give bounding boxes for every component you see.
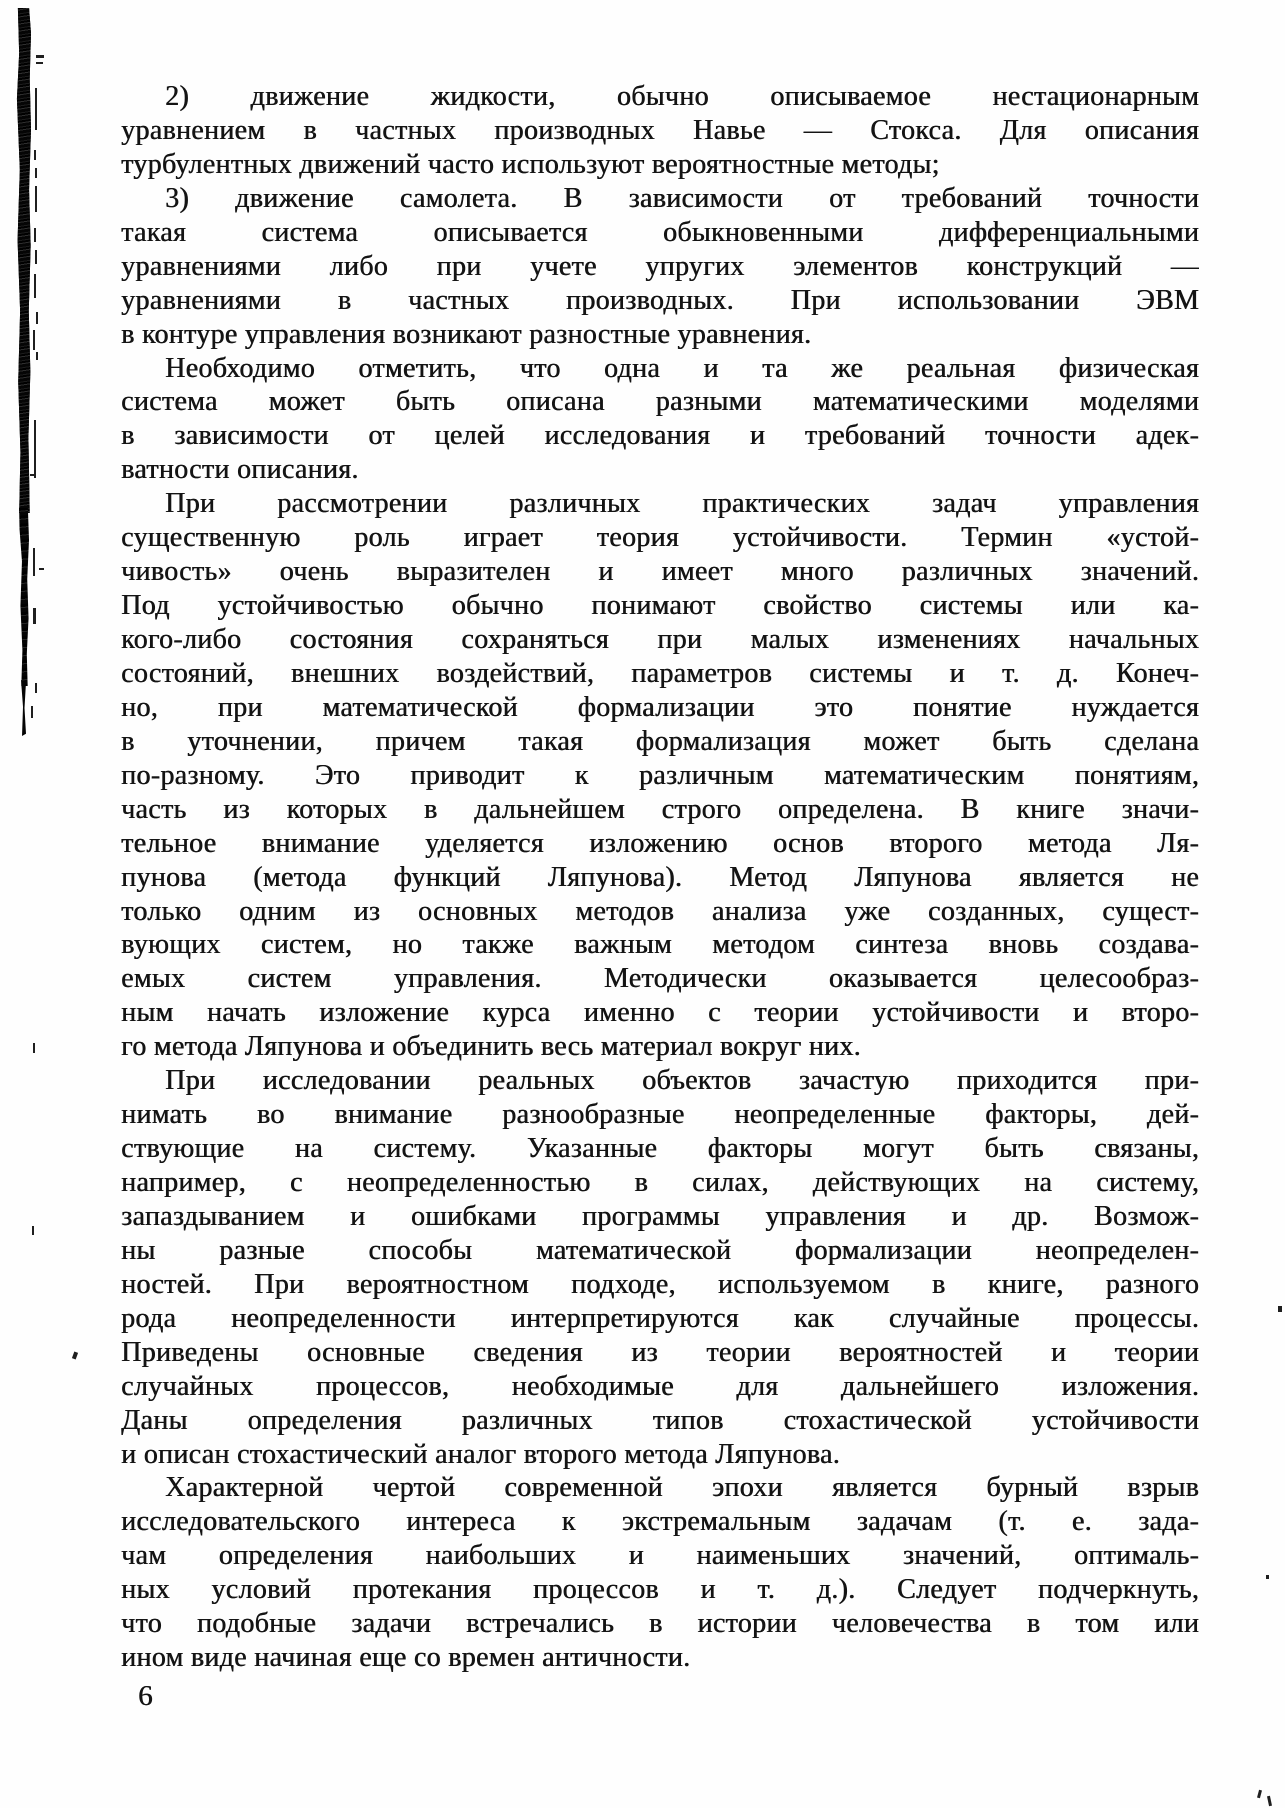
scan-mark [72, 1352, 78, 1360]
scan-mark [33, 330, 35, 350]
text-line: Характерной чертой современной эпохи является бурный взрыв [165, 1472, 1199, 1504]
paragraph [121, 352, 1199, 488]
text-line: случайных процессов, необходимые для дальнейшего изложения. [121, 1370, 1199, 1402]
text-line: емых систем управления. Методически оказывается целесообраз- [121, 963, 1199, 995]
text-line: кого-либо состояния сохраняться при малых изменениях начальных [121, 624, 1199, 655]
text-line: 2) движение жидкости, обычно описываемое нестационарным [165, 81, 1199, 112]
binding-shadow-middle [18, 508, 29, 686]
text-line: рода неопределенности интерпретируются как случайные процессы. [121, 1302, 1199, 1334]
text-line: пунова (метода функций Ляпунова). Метод Ляпунова является не [121, 861, 1199, 893]
scan-mark [36, 62, 43, 64]
text-line: Приведены основные сведения из теории вероятностей и теории [121, 1336, 1199, 1368]
paragraph [121, 182, 1199, 352]
scan-mark [35, 168, 37, 178]
text-line: Под устойчивостью обычно понимают свойство системы или ка- [121, 590, 1199, 622]
scan-mark [35, 88, 37, 130]
paragraph [121, 1471, 1199, 1675]
text-line: ным начать изложение курса именно с теории устойчивости и второ- [121, 997, 1199, 1029]
text-line: уравнением в частных производных Навье — Стокса. Для описания [121, 114, 1199, 146]
text-line: ностей. При вероятностном подходе, используемом в книге, разного [121, 1268, 1199, 1300]
paragraph [121, 80, 1199, 182]
scan-mark [1266, 1575, 1269, 1579]
text-line: часть из которых в дальнейшем строго определена. В книге значи- [121, 793, 1199, 825]
text-line: только одним из основных методов анализа уже созданных, сущест- [121, 895, 1199, 927]
text-line: тельное внимание уделяется изложению основ второго метода Ля- [121, 827, 1199, 859]
scan-mark [1267, 1796, 1272, 1806]
page-number: 6 [138, 1680, 153, 1712]
text-line: ных условий протекания процессов и т. д.). Следует подчеркнуть, [121, 1574, 1199, 1606]
scan-mark [35, 186, 37, 212]
text-line: система может быть описана разными математическими моделями [121, 386, 1199, 418]
paragraph [121, 487, 1199, 1064]
text-line: такая система описывается обыкновенными дифференциальными [121, 216, 1199, 248]
scan-mark [36, 312, 38, 324]
page-text [121, 80, 1199, 1675]
text-line: что подобные задачи встречались в истории человечества в том или [121, 1608, 1199, 1640]
text-line: вующих систем, но также важным методом синтеза вновь создава- [121, 929, 1199, 961]
text-line: чам определения наибольших и наименьших значений, оптималь- [121, 1540, 1199, 1572]
binding-shadow-top [15, 8, 31, 513]
text-line: запаздыванием и ошибками программы управления и др. Возмож- [121, 1200, 1199, 1232]
scan-mark [30, 474, 36, 476]
text-line: При рассмотрении различных практических задач управления [165, 488, 1199, 520]
text-line: Необходимо отметить, что одна и та же реальная физическая [165, 352, 1199, 384]
scan-mark [36, 352, 38, 360]
text-line: исследовательского интереса к экстремальным задачам (т. е. зада- [121, 1506, 1199, 1538]
scan-mark [34, 228, 36, 242]
scan-mark [34, 274, 36, 298]
scan-mark [1257, 1790, 1262, 1799]
scan-mark [34, 420, 36, 478]
text-line: го метода Ляпунова и объединить весь материал вокруг них. [121, 1031, 861, 1063]
scan-mark [33, 548, 35, 576]
text-line: Даны определения различных типов стохастической устойчивости [121, 1404, 1199, 1436]
text-line: ином виде начиная еще со времен античности. [121, 1642, 691, 1674]
text-line: При исследовании реальных объектов зачастую приходится при- [165, 1065, 1199, 1097]
text-line: и описан стохастический аналог второго метода Ляпунова. [121, 1438, 840, 1470]
scan-mark [33, 1043, 35, 1053]
scan-mark [35, 683, 37, 693]
text-line: в уточнении, причем такая формализация может быть сделана [121, 725, 1199, 757]
scan-mark [1278, 1306, 1282, 1312]
binding-shadow-bottom [21, 680, 26, 736]
text-line: чивость» очень выразителен и имеет много различных значений. [121, 556, 1199, 588]
text-line: по-разному. Это приводит к различным математическим понятиям, [121, 759, 1199, 791]
scan-mark [31, 706, 33, 718]
text-line: в зависимости от целей исследования и требований точности адек- [121, 420, 1199, 452]
text-line: в контуре управления возникают разностные уравнения. [121, 318, 812, 350]
scan-mark [36, 55, 44, 58]
text-line: ствующие на систему. Указанные факторы могут быть связаны, [121, 1133, 1199, 1165]
text-line: существенную роль играет теория устойчивости. Термин «устой- [121, 522, 1199, 554]
text-line: 3) движение самолета. В зависимости от требований точности [165, 182, 1199, 214]
text-line: состояний, внешних воздействий, параметров системы и т. д. Конеч- [121, 657, 1199, 689]
text-line: турбулентных движений часто используют вероятностные методы; [121, 148, 940, 180]
text-line: уравнениями в частных производных. При использовании ЭВМ [121, 284, 1199, 316]
scan-mark [33, 608, 36, 624]
scan-mark [34, 150, 36, 160]
scan-mark [35, 250, 37, 264]
scan-mark [39, 568, 44, 570]
text-line: ватности описания. [121, 454, 359, 486]
text-line: но, при математической формализации это понятие нуждается [121, 691, 1199, 723]
text-line: нимать во внимание разнообразные неопределенные факторы, дей- [121, 1099, 1199, 1131]
scan-mark [32, 1226, 34, 1235]
text-line: уравнениями либо при учете упругих элементов конструкций — [121, 250, 1199, 282]
text-line: ны разные способы математической формализации неопределен- [121, 1234, 1199, 1266]
text-line: например, с неопределенностью в силах, действующих на систему, [121, 1167, 1199, 1198]
paragraph [121, 1064, 1199, 1471]
